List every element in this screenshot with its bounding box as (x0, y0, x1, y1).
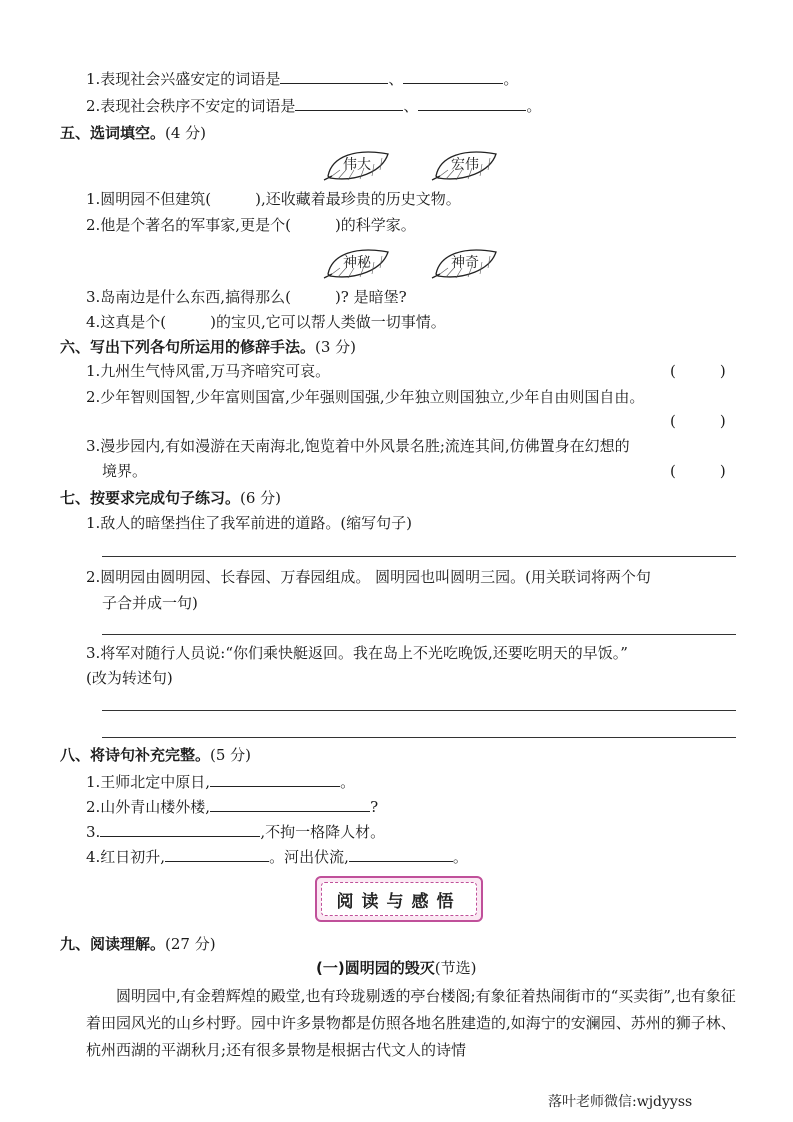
q7-sentence-3a (86, 643, 628, 663)
word-leaf-3 (322, 244, 392, 280)
q5-sentence-1 (86, 189, 461, 209)
poem-text: 3. (86, 823, 101, 841)
sentence-text: 1.九州生气恃风雷,万马齐喑究可哀。 (86, 362, 331, 380)
sentence-text: )的宝贝,它可以帮人类做一切事情。 (210, 313, 446, 331)
section-title-text: 八、将诗句补充完整。 (60, 746, 211, 764)
sentence-text: 3.岛南边是什么东西,搞得那么( (86, 288, 291, 306)
passage-title-text: (一)圆明园的毁灭 (316, 959, 435, 977)
answer-line[interactable] (102, 634, 736, 635)
section-points: (6 分) (240, 489, 282, 507)
poem-text: 。河出伏流, (269, 848, 349, 866)
answer-blank[interactable] (349, 847, 453, 862)
answer-line[interactable] (102, 710, 736, 711)
section-9-title (60, 934, 216, 954)
q6-sentence-3a (86, 436, 630, 456)
word-option: 宏伟 (451, 157, 479, 173)
q4-item-1 (86, 69, 518, 89)
q6-sentence-2 (86, 387, 644, 407)
passage-title (316, 958, 476, 978)
section-title-text: 五、选词填空。 (60, 124, 166, 142)
q4-item-2 (86, 96, 541, 116)
section-8-title (60, 745, 251, 765)
reading-section-banner (315, 876, 483, 922)
answer-line[interactable] (102, 556, 736, 557)
q6-answer-1[interactable] (670, 361, 726, 381)
word-option: 伟大 (343, 157, 371, 173)
q6-sentence-3b (102, 461, 147, 481)
paren-close: ) (719, 362, 726, 380)
sentence-text: 1.敌人的暗堡挡住了我军前进的道路。(缩写句子) (86, 514, 413, 532)
word-leaf-2 (430, 146, 500, 182)
q4-item-2-text: 2.表现社会秩序不安定的词语是 (86, 97, 296, 115)
q8-poem-1 (86, 772, 355, 792)
section-title-text: 六、写出下列各句所运用的修辞手法。 (60, 338, 316, 356)
sentence-text: 2.少年智则国智,少年富则国富,少年强则国强,少年独立则国独立,少年自由则国自由。 (86, 388, 645, 406)
answer-blank[interactable] (418, 96, 526, 111)
section-points: (5 分) (210, 746, 252, 764)
q5-sentence-2 (86, 215, 416, 235)
paren-close: ) (719, 462, 726, 480)
section-5-title (60, 123, 206, 143)
sentence-text: 境界。 (102, 462, 148, 480)
poem-text: 1.王师北定中原日, (86, 773, 211, 791)
answer-blank[interactable] (210, 772, 340, 787)
sentence-text: 1.圆明园不但建筑( (86, 190, 212, 208)
q4-item-1-text: 1.表现社会兴盛安定的词语是 (86, 70, 281, 88)
section-7-title (60, 488, 281, 508)
word-leaf-4 (430, 244, 500, 280)
section-points: (27 分) (165, 935, 216, 953)
section-points: (4 分) (165, 124, 207, 142)
period: 。 (503, 70, 519, 88)
q7-sentence-1 (86, 513, 412, 533)
passage-title-note: (节选) (434, 959, 477, 977)
sentence-text: ),还收藏着最珍贵的历史文物。 (255, 190, 461, 208)
sentence-text: 4.这真是个( (86, 313, 167, 331)
q5-sentence-4 (86, 312, 446, 332)
poem-text: ,不拘一格降人材。 (260, 823, 386, 841)
q7-sentence-2a (86, 567, 651, 587)
q7-sentence-2b (102, 593, 198, 613)
watermark-text: 落叶老师微信:wjdyyss (548, 1094, 693, 1110)
q8-poem-2 (86, 797, 378, 817)
sentence-text: 3.漫步园内,有如漫游在天南海北,饱览着中外风景名胜;流连其间,仿佛置身在幻想的 (86, 437, 630, 455)
period: 。 (526, 97, 542, 115)
section-6-title (60, 337, 356, 357)
sentence-text: )? 是暗堡? (334, 288, 407, 306)
sentence-text: 子合并成一句) (102, 594, 198, 612)
answer-line[interactable] (102, 737, 736, 738)
q8-poem-4 (86, 847, 468, 867)
answer-blank[interactable] (210, 797, 370, 812)
poem-text: 4.红日初升, (86, 848, 166, 866)
sentence-text: )的科学家。 (334, 216, 416, 234)
sentence-text: (改为转述句) (86, 669, 173, 687)
paren-open: ( (670, 462, 676, 480)
sentence-text: 2.圆明园由圆明园、长春园、万春园组成。 圆明园也叫圆明三园。(用关联词将两个句 (86, 568, 651, 586)
answer-blank[interactable] (100, 822, 260, 837)
passage-body: 圆明园中,有金碧辉煌的殿堂,也有玲珑剔透的亭台楼阁;有象征着热闹街市的“买卖街”,也有象征着田园风光的山乡村野。园中许多景物都是仿照各地名胜建造的,如海宁的安澜园、苏州的狮子林、杭州西湖的平湖秋月;还有很多景物是根据古代文人的诗情 (86, 987, 736, 1059)
section-title-text: 九、阅读理解。 (60, 935, 166, 953)
q6-sentence-1 (86, 361, 330, 381)
answer-blank[interactable] (295, 96, 403, 111)
q6-answer-2[interactable] (670, 411, 726, 431)
poem-text: ? (370, 798, 379, 816)
word-option: 神秘 (343, 255, 371, 271)
poem-text: 。 (340, 773, 356, 791)
sentence-text: 2.他是个著名的军事家,更是个( (86, 216, 291, 234)
q6-answer-3[interactable] (670, 461, 726, 481)
q7-sentence-3b (86, 668, 173, 688)
section-points: (3 分) (315, 338, 357, 356)
poem-text: 2.山外青山楼外楼, (86, 798, 211, 816)
poem-text: 。 (452, 848, 468, 866)
paren-open: ( (670, 362, 676, 380)
sentence-text: 3.将军对随行人员说:“你们乘快艇返回。我在岛上不光吃晚饭,还要吃明天的早饭。” (86, 644, 628, 662)
banner-title: 阅读与感悟 (321, 882, 477, 916)
answer-blank[interactable] (403, 69, 503, 84)
separator: 、 (388, 70, 404, 88)
section-title-text: 七、按要求完成句子练习。 (60, 489, 241, 507)
paren-open: ( (670, 412, 676, 430)
answer-blank[interactable] (280, 69, 388, 84)
separator: 、 (403, 97, 419, 115)
paren-close: ) (719, 412, 726, 430)
q5-sentence-3 (86, 287, 407, 307)
answer-blank[interactable] (165, 847, 269, 862)
word-leaf-1 (322, 146, 392, 182)
word-option: 神奇 (451, 255, 479, 271)
q8-poem-3 (86, 822, 385, 842)
